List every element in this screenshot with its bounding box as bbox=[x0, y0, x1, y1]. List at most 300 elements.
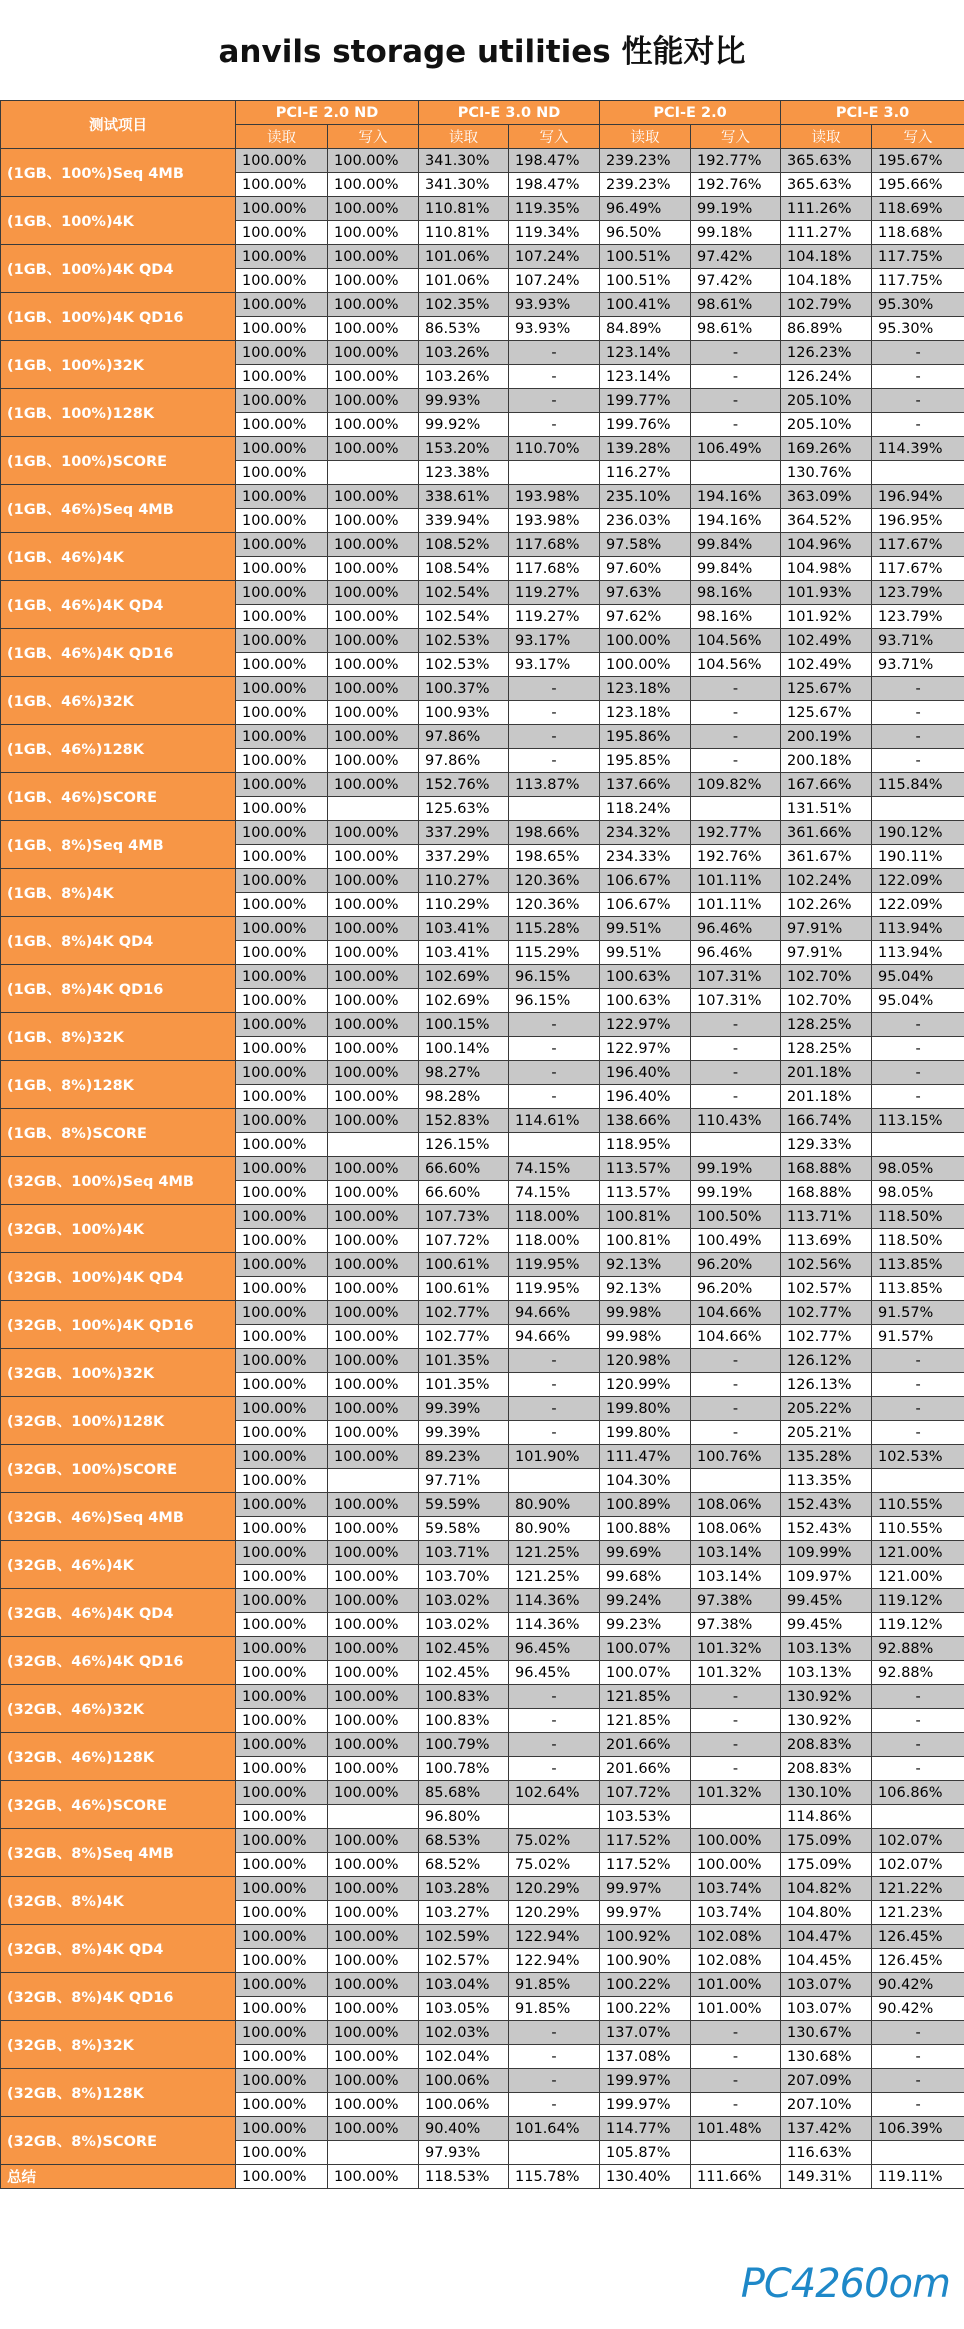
value-cell: 194.16% bbox=[691, 485, 781, 509]
row-label: (32GB、100%)4K QD16 bbox=[1, 1301, 236, 1349]
value-cell: 103.02% bbox=[419, 1613, 509, 1637]
value-cell: 100.00% bbox=[236, 1589, 328, 1613]
value-cell: 99.68% bbox=[600, 1565, 691, 1589]
value-cell: 100.92% bbox=[600, 1925, 691, 1949]
value-cell: 102.70% bbox=[781, 965, 872, 989]
value-cell: 126.24% bbox=[781, 365, 872, 389]
value-cell: 100.00% bbox=[328, 1493, 419, 1517]
value-cell: 100.61% bbox=[419, 1253, 509, 1277]
value-cell: 100.00% bbox=[236, 1565, 328, 1589]
value-cell: 104.18% bbox=[781, 269, 872, 293]
value-cell: 201.66% bbox=[600, 1733, 691, 1757]
value-cell: 97.86% bbox=[419, 725, 509, 749]
value-cell: 108.52% bbox=[419, 533, 509, 557]
row-label: (32GB、100%)SCORE bbox=[1, 1445, 236, 1493]
value-cell: 93.71% bbox=[872, 629, 964, 653]
value-cell: 100.00% bbox=[236, 677, 328, 701]
value-cell: 97.42% bbox=[691, 269, 781, 293]
value-cell: 196.40% bbox=[600, 1085, 691, 1109]
value-cell: 100.00% bbox=[328, 1517, 419, 1541]
value-cell: 205.10% bbox=[781, 413, 872, 437]
value-cell: - bbox=[691, 2069, 781, 2093]
value-cell: 365.63% bbox=[781, 149, 872, 173]
value-cell: 100.00% bbox=[236, 197, 328, 221]
value-cell: 121.25% bbox=[509, 1565, 600, 1589]
value-cell: 123.18% bbox=[600, 677, 691, 701]
value-cell: 80.90% bbox=[509, 1493, 600, 1517]
value-cell: 101.32% bbox=[691, 1637, 781, 1661]
table-row bbox=[1, 1829, 964, 1853]
value-cell: 192.77% bbox=[691, 149, 781, 173]
value-cell: 102.07% bbox=[872, 1853, 964, 1877]
value-cell: 100.63% bbox=[600, 989, 691, 1013]
value-cell: 200.18% bbox=[781, 749, 872, 773]
value-cell: 100.07% bbox=[600, 1637, 691, 1661]
row-label: (1GB、8%)Seq 4MB bbox=[1, 821, 236, 869]
value-cell bbox=[328, 797, 419, 821]
value-cell: 193.98% bbox=[509, 485, 600, 509]
value-cell: 205.22% bbox=[781, 1397, 872, 1421]
table-row bbox=[1, 1685, 964, 1709]
table-row bbox=[1, 341, 964, 365]
value-cell: 100.51% bbox=[600, 245, 691, 269]
value-cell: 68.52% bbox=[419, 1853, 509, 1877]
value-cell: 91.85% bbox=[509, 1973, 600, 1997]
value-cell: 153.20% bbox=[419, 437, 509, 461]
value-cell: 100.00% bbox=[236, 1133, 328, 1157]
value-cell: 106.67% bbox=[600, 893, 691, 917]
value-cell: 111.66% bbox=[691, 2165, 781, 2189]
value-cell: 119.12% bbox=[872, 1589, 964, 1613]
value-cell: 101.00% bbox=[691, 1973, 781, 1997]
value-cell: 100.00% bbox=[328, 2069, 419, 2093]
value-cell: 100.00% bbox=[328, 701, 419, 725]
value-cell: 207.10% bbox=[781, 2093, 872, 2117]
value-cell: 103.71% bbox=[419, 1541, 509, 1565]
value-cell: 117.75% bbox=[872, 269, 964, 293]
value-cell: 126.45% bbox=[872, 1949, 964, 1973]
value-cell: 100.00% bbox=[236, 1829, 328, 1853]
row-label: (1GB、8%)4K QD16 bbox=[1, 965, 236, 1013]
value-cell: - bbox=[509, 1685, 600, 1709]
value-cell: 118.50% bbox=[872, 1205, 964, 1229]
row-label: (1GB、8%)4K QD4 bbox=[1, 917, 236, 965]
value-cell: 104.96% bbox=[781, 533, 872, 557]
value-cell: 102.77% bbox=[419, 1301, 509, 1325]
row-label: (1GB、8%)4K bbox=[1, 869, 236, 917]
value-cell: 100.00% bbox=[236, 1157, 328, 1181]
value-cell: 100.00% bbox=[328, 653, 419, 677]
value-cell: 103.13% bbox=[781, 1661, 872, 1685]
value-cell: 152.43% bbox=[781, 1493, 872, 1517]
value-cell: 130.92% bbox=[781, 1709, 872, 1733]
table-row bbox=[1, 197, 964, 221]
value-cell: 100.00% bbox=[328, 341, 419, 365]
row-label: (32GB、8%)SCORE bbox=[1, 2117, 236, 2165]
value-cell bbox=[872, 797, 964, 821]
value-cell: 100.00% bbox=[328, 1373, 419, 1397]
value-cell: 100.00% bbox=[328, 221, 419, 245]
value-cell: - bbox=[872, 2093, 964, 2117]
value-cell: 97.38% bbox=[691, 1613, 781, 1637]
value-cell: 100.00% bbox=[236, 1973, 328, 1997]
value-cell: 100.00% bbox=[328, 1757, 419, 1781]
value-cell: 235.10% bbox=[600, 485, 691, 509]
value-cell bbox=[691, 461, 781, 485]
value-cell: 121.25% bbox=[509, 1541, 600, 1565]
value-cell: 196.95% bbox=[872, 509, 964, 533]
value-cell: 99.98% bbox=[600, 1325, 691, 1349]
value-cell: 92.13% bbox=[600, 1253, 691, 1277]
value-cell: 100.00% bbox=[236, 317, 328, 341]
value-cell: 338.61% bbox=[419, 485, 509, 509]
value-cell: - bbox=[691, 1685, 781, 1709]
value-cell: 99.18% bbox=[691, 221, 781, 245]
row-label: (32GB、8%)4K QD4 bbox=[1, 1925, 236, 1973]
row-label: (32GB、46%)SCORE bbox=[1, 1781, 236, 1829]
table-row bbox=[1, 965, 964, 989]
value-cell: 97.60% bbox=[600, 557, 691, 581]
value-cell: 113.71% bbox=[781, 1205, 872, 1229]
value-cell: 99.98% bbox=[600, 1301, 691, 1325]
value-cell: 99.19% bbox=[691, 1181, 781, 1205]
value-cell: 119.11% bbox=[872, 2165, 964, 2189]
value-cell: 117.67% bbox=[872, 533, 964, 557]
value-cell: 100.00% bbox=[328, 893, 419, 917]
value-cell: 100.00% bbox=[236, 2021, 328, 2045]
value-cell: 131.51% bbox=[781, 797, 872, 821]
value-cell: 121.00% bbox=[872, 1541, 964, 1565]
value-cell: 110.70% bbox=[509, 437, 600, 461]
row-label: (32GB、46%)32K bbox=[1, 1685, 236, 1733]
value-cell: 96.20% bbox=[691, 1277, 781, 1301]
value-cell: 100.00% bbox=[236, 1493, 328, 1517]
value-cell: 121.22% bbox=[872, 1877, 964, 1901]
row-label: (32GB、8%)Seq 4MB bbox=[1, 1829, 236, 1877]
value-cell: 100.00% bbox=[236, 1541, 328, 1565]
value-cell: 118.95% bbox=[600, 1133, 691, 1157]
value-cell: 101.11% bbox=[691, 893, 781, 917]
value-cell: - bbox=[872, 1685, 964, 1709]
value-cell: 104.56% bbox=[691, 653, 781, 677]
value-cell: 104.45% bbox=[781, 1949, 872, 1973]
value-cell: 96.46% bbox=[691, 917, 781, 941]
value-cell: 100.00% bbox=[236, 149, 328, 173]
value-cell: - bbox=[509, 2093, 600, 2117]
value-cell: 102.54% bbox=[419, 605, 509, 629]
row-label: (32GB、100%)Seq 4MB bbox=[1, 1157, 236, 1205]
value-cell: 125.67% bbox=[781, 677, 872, 701]
value-cell: 99.84% bbox=[691, 557, 781, 581]
value-cell: 97.71% bbox=[419, 1469, 509, 1493]
value-cell: - bbox=[509, 701, 600, 725]
row-label: (32GB、100%)128K bbox=[1, 1397, 236, 1445]
value-cell: 100.00% bbox=[328, 1541, 419, 1565]
value-cell: 113.87% bbox=[509, 773, 600, 797]
value-cell: 123.38% bbox=[419, 461, 509, 485]
value-cell bbox=[328, 1805, 419, 1829]
value-cell: 102.53% bbox=[419, 629, 509, 653]
value-cell: 74.15% bbox=[509, 1181, 600, 1205]
value-cell: 99.24% bbox=[600, 1589, 691, 1613]
value-cell bbox=[872, 1469, 964, 1493]
value-cell: 111.26% bbox=[781, 197, 872, 221]
value-cell: 106.49% bbox=[691, 437, 781, 461]
value-cell: 121.00% bbox=[872, 1565, 964, 1589]
value-cell: 103.07% bbox=[781, 1973, 872, 1997]
value-cell: 100.88% bbox=[600, 1517, 691, 1541]
value-cell: 100.00% bbox=[236, 725, 328, 749]
value-cell: 102.54% bbox=[419, 581, 509, 605]
value-cell: 102.64% bbox=[509, 1781, 600, 1805]
value-cell: 341.30% bbox=[419, 149, 509, 173]
value-cell: 66.60% bbox=[419, 1157, 509, 1181]
value-cell: 99.97% bbox=[600, 1877, 691, 1901]
value-cell: 100.00% bbox=[236, 1781, 328, 1805]
value-cell: 100.81% bbox=[600, 1205, 691, 1229]
value-cell: 100.00% bbox=[236, 341, 328, 365]
value-cell: - bbox=[691, 2093, 781, 2117]
value-cell: 114.36% bbox=[509, 1589, 600, 1613]
value-cell: 95.30% bbox=[872, 317, 964, 341]
value-cell: 100.00% bbox=[236, 1733, 328, 1757]
value-cell: 100.00% bbox=[328, 1421, 419, 1445]
value-cell: - bbox=[691, 1373, 781, 1397]
value-cell: - bbox=[872, 2021, 964, 2045]
value-cell: 118.50% bbox=[872, 1229, 964, 1253]
value-cell: 100.00% bbox=[236, 1397, 328, 1421]
value-cell: 100.00% bbox=[328, 485, 419, 509]
value-cell: 101.06% bbox=[419, 245, 509, 269]
row-label: (1GB、100%)SCORE bbox=[1, 437, 236, 485]
value-cell: 113.35% bbox=[781, 1469, 872, 1493]
header-row bbox=[1, 101, 964, 125]
value-cell: 129.33% bbox=[781, 1133, 872, 1157]
value-cell: 101.48% bbox=[691, 2117, 781, 2141]
value-cell: 111.27% bbox=[781, 221, 872, 245]
value-cell: 103.04% bbox=[419, 1973, 509, 1997]
value-cell: 126.12% bbox=[781, 1349, 872, 1373]
value-cell: - bbox=[872, 365, 964, 389]
value-cell: 110.55% bbox=[872, 1517, 964, 1541]
value-cell: - bbox=[872, 413, 964, 437]
value-cell: 120.36% bbox=[509, 869, 600, 893]
value-cell: 101.93% bbox=[781, 581, 872, 605]
value-cell: 100.00% bbox=[236, 941, 328, 965]
total-row bbox=[1, 2165, 964, 2189]
table-row bbox=[1, 1205, 964, 1229]
value-cell: 114.86% bbox=[781, 1805, 872, 1829]
value-cell: 152.43% bbox=[781, 1517, 872, 1541]
value-cell: 196.40% bbox=[600, 1061, 691, 1085]
value-cell: 126.45% bbox=[872, 1925, 964, 1949]
value-cell: 100.00% bbox=[236, 1277, 328, 1301]
value-cell: 175.09% bbox=[781, 1829, 872, 1853]
value-cell: - bbox=[691, 1061, 781, 1085]
value-cell: 152.83% bbox=[419, 1109, 509, 1133]
value-cell: - bbox=[691, 389, 781, 413]
table-row bbox=[1, 1013, 964, 1037]
value-cell: 100.37% bbox=[419, 677, 509, 701]
value-cell: 115.84% bbox=[872, 773, 964, 797]
table-row bbox=[1, 2021, 964, 2045]
value-cell: 100.63% bbox=[600, 965, 691, 989]
value-cell: 364.52% bbox=[781, 509, 872, 533]
value-cell: 100.00% bbox=[328, 605, 419, 629]
value-cell: 109.97% bbox=[781, 1565, 872, 1589]
table-row bbox=[1, 2117, 964, 2141]
value-cell: 128.25% bbox=[781, 1037, 872, 1061]
value-cell: 104.30% bbox=[600, 1469, 691, 1493]
value-cell: 120.29% bbox=[509, 1877, 600, 1901]
value-cell: 113.69% bbox=[781, 1229, 872, 1253]
value-cell: 102.26% bbox=[781, 893, 872, 917]
value-cell bbox=[509, 797, 600, 821]
value-cell: 100.00% bbox=[236, 269, 328, 293]
value-cell: 103.07% bbox=[781, 1997, 872, 2021]
value-cell: 100.00% bbox=[236, 221, 328, 245]
value-cell: 100.00% bbox=[328, 1061, 419, 1085]
value-cell: 192.77% bbox=[691, 821, 781, 845]
value-cell bbox=[691, 1805, 781, 1829]
table-row bbox=[1, 1109, 964, 1133]
value-cell: 100.00% bbox=[236, 1661, 328, 1685]
value-cell: - bbox=[509, 677, 600, 701]
page-title: anvils storage utilities 性能对比 bbox=[0, 0, 964, 100]
value-cell: 99.92% bbox=[419, 413, 509, 437]
value-cell: 103.26% bbox=[419, 341, 509, 365]
value-cell bbox=[328, 1133, 419, 1157]
value-cell: 119.95% bbox=[509, 1277, 600, 1301]
value-cell: 117.52% bbox=[600, 1853, 691, 1877]
row-label: (1GB、100%)4K QD16 bbox=[1, 293, 236, 341]
value-cell: 100.00% bbox=[328, 1349, 419, 1373]
value-cell: 100.00% bbox=[236, 461, 328, 485]
value-cell: 130.92% bbox=[781, 1685, 872, 1709]
value-cell: 102.07% bbox=[872, 1829, 964, 1853]
value-cell: - bbox=[509, 749, 600, 773]
value-cell: 123.14% bbox=[600, 341, 691, 365]
value-cell: 100.00% bbox=[236, 2045, 328, 2069]
value-cell bbox=[691, 797, 781, 821]
table-row bbox=[1, 581, 964, 605]
value-cell: 100.00% bbox=[328, 1397, 419, 1421]
value-cell: - bbox=[872, 1757, 964, 1781]
header-read: 读取 bbox=[781, 125, 872, 149]
value-cell: 96.20% bbox=[691, 1253, 781, 1277]
value-cell: 117.67% bbox=[872, 557, 964, 581]
value-cell: - bbox=[691, 1397, 781, 1421]
value-cell: 122.94% bbox=[509, 1925, 600, 1949]
value-cell: 100.00% bbox=[236, 1877, 328, 1901]
value-cell: 108.06% bbox=[691, 1493, 781, 1517]
value-cell: 130.10% bbox=[781, 1781, 872, 1805]
value-cell: 100.00% bbox=[328, 1229, 419, 1253]
value-cell: 168.88% bbox=[781, 1157, 872, 1181]
value-cell: 101.35% bbox=[419, 1349, 509, 1373]
value-cell: 101.32% bbox=[691, 1781, 781, 1805]
table-row bbox=[1, 1925, 964, 1949]
value-cell: 115.29% bbox=[509, 941, 600, 965]
value-cell: 130.76% bbox=[781, 461, 872, 485]
value-cell: 100.00% bbox=[236, 2141, 328, 2165]
value-cell: 96.15% bbox=[509, 989, 600, 1013]
value-cell: 100.00% bbox=[328, 1901, 419, 1925]
value-cell: 93.17% bbox=[509, 653, 600, 677]
value-cell: 100.00% bbox=[328, 869, 419, 893]
value-cell: - bbox=[872, 1349, 964, 1373]
value-cell: - bbox=[691, 1421, 781, 1445]
value-cell: 102.77% bbox=[781, 1325, 872, 1349]
value-cell: 111.47% bbox=[600, 1445, 691, 1469]
value-cell: 100.00% bbox=[236, 437, 328, 461]
value-cell: 198.47% bbox=[509, 173, 600, 197]
value-cell: 341.30% bbox=[419, 173, 509, 197]
value-cell: 100.00% bbox=[236, 701, 328, 725]
value-cell: 113.57% bbox=[600, 1181, 691, 1205]
value-cell: 100.00% bbox=[328, 629, 419, 653]
value-cell: 100.00% bbox=[236, 1997, 328, 2021]
value-cell: - bbox=[509, 341, 600, 365]
value-cell: 100.00% bbox=[236, 1349, 328, 1373]
value-cell: 100.00% bbox=[236, 893, 328, 917]
value-cell: 102.49% bbox=[781, 629, 872, 653]
value-cell: 91.57% bbox=[872, 1325, 964, 1349]
table-row bbox=[1, 1397, 964, 1421]
row-label: (1GB、100%)4K QD4 bbox=[1, 245, 236, 293]
value-cell: 195.67% bbox=[872, 149, 964, 173]
value-cell: 125.63% bbox=[419, 797, 509, 821]
value-cell: 99.97% bbox=[600, 1901, 691, 1925]
value-cell: 93.17% bbox=[509, 629, 600, 653]
table-row bbox=[1, 869, 964, 893]
value-cell: 84.89% bbox=[600, 317, 691, 341]
value-cell: 121.85% bbox=[600, 1685, 691, 1709]
row-label: (1GB、8%)128K bbox=[1, 1061, 236, 1109]
value-cell: - bbox=[691, 1757, 781, 1781]
value-cell: 110.55% bbox=[872, 1493, 964, 1517]
value-cell: 103.26% bbox=[419, 365, 509, 389]
value-cell: 100.06% bbox=[419, 2093, 509, 2117]
value-cell: 99.93% bbox=[419, 389, 509, 413]
value-cell: 100.00% bbox=[328, 317, 419, 341]
value-cell: 100.00% bbox=[328, 2045, 419, 2069]
value-cell: - bbox=[509, 413, 600, 437]
value-cell: 100.00% bbox=[328, 1325, 419, 1349]
value-cell: - bbox=[509, 1013, 600, 1037]
comparison-table bbox=[0, 100, 964, 2189]
value-cell: - bbox=[691, 2021, 781, 2045]
value-cell: 96.15% bbox=[509, 965, 600, 989]
value-cell: 100.00% bbox=[328, 1877, 419, 1901]
row-label: (32GB、100%)32K bbox=[1, 1349, 236, 1397]
value-cell: 100.00% bbox=[236, 2165, 328, 2189]
value-cell: 339.94% bbox=[419, 509, 509, 533]
value-cell: 102.57% bbox=[781, 1277, 872, 1301]
value-cell bbox=[509, 2141, 600, 2165]
value-cell: 119.35% bbox=[509, 197, 600, 221]
value-cell: 137.08% bbox=[600, 2045, 691, 2069]
value-cell: 118.00% bbox=[509, 1205, 600, 1229]
value-cell: 98.16% bbox=[691, 581, 781, 605]
value-cell: 107.31% bbox=[691, 965, 781, 989]
value-cell: 100.00% bbox=[691, 1853, 781, 1877]
value-cell: 113.15% bbox=[872, 1109, 964, 1133]
value-cell: 100.00% bbox=[328, 725, 419, 749]
value-cell: 100.00% bbox=[328, 917, 419, 941]
value-cell: - bbox=[691, 1709, 781, 1733]
value-cell: 98.05% bbox=[872, 1181, 964, 1205]
